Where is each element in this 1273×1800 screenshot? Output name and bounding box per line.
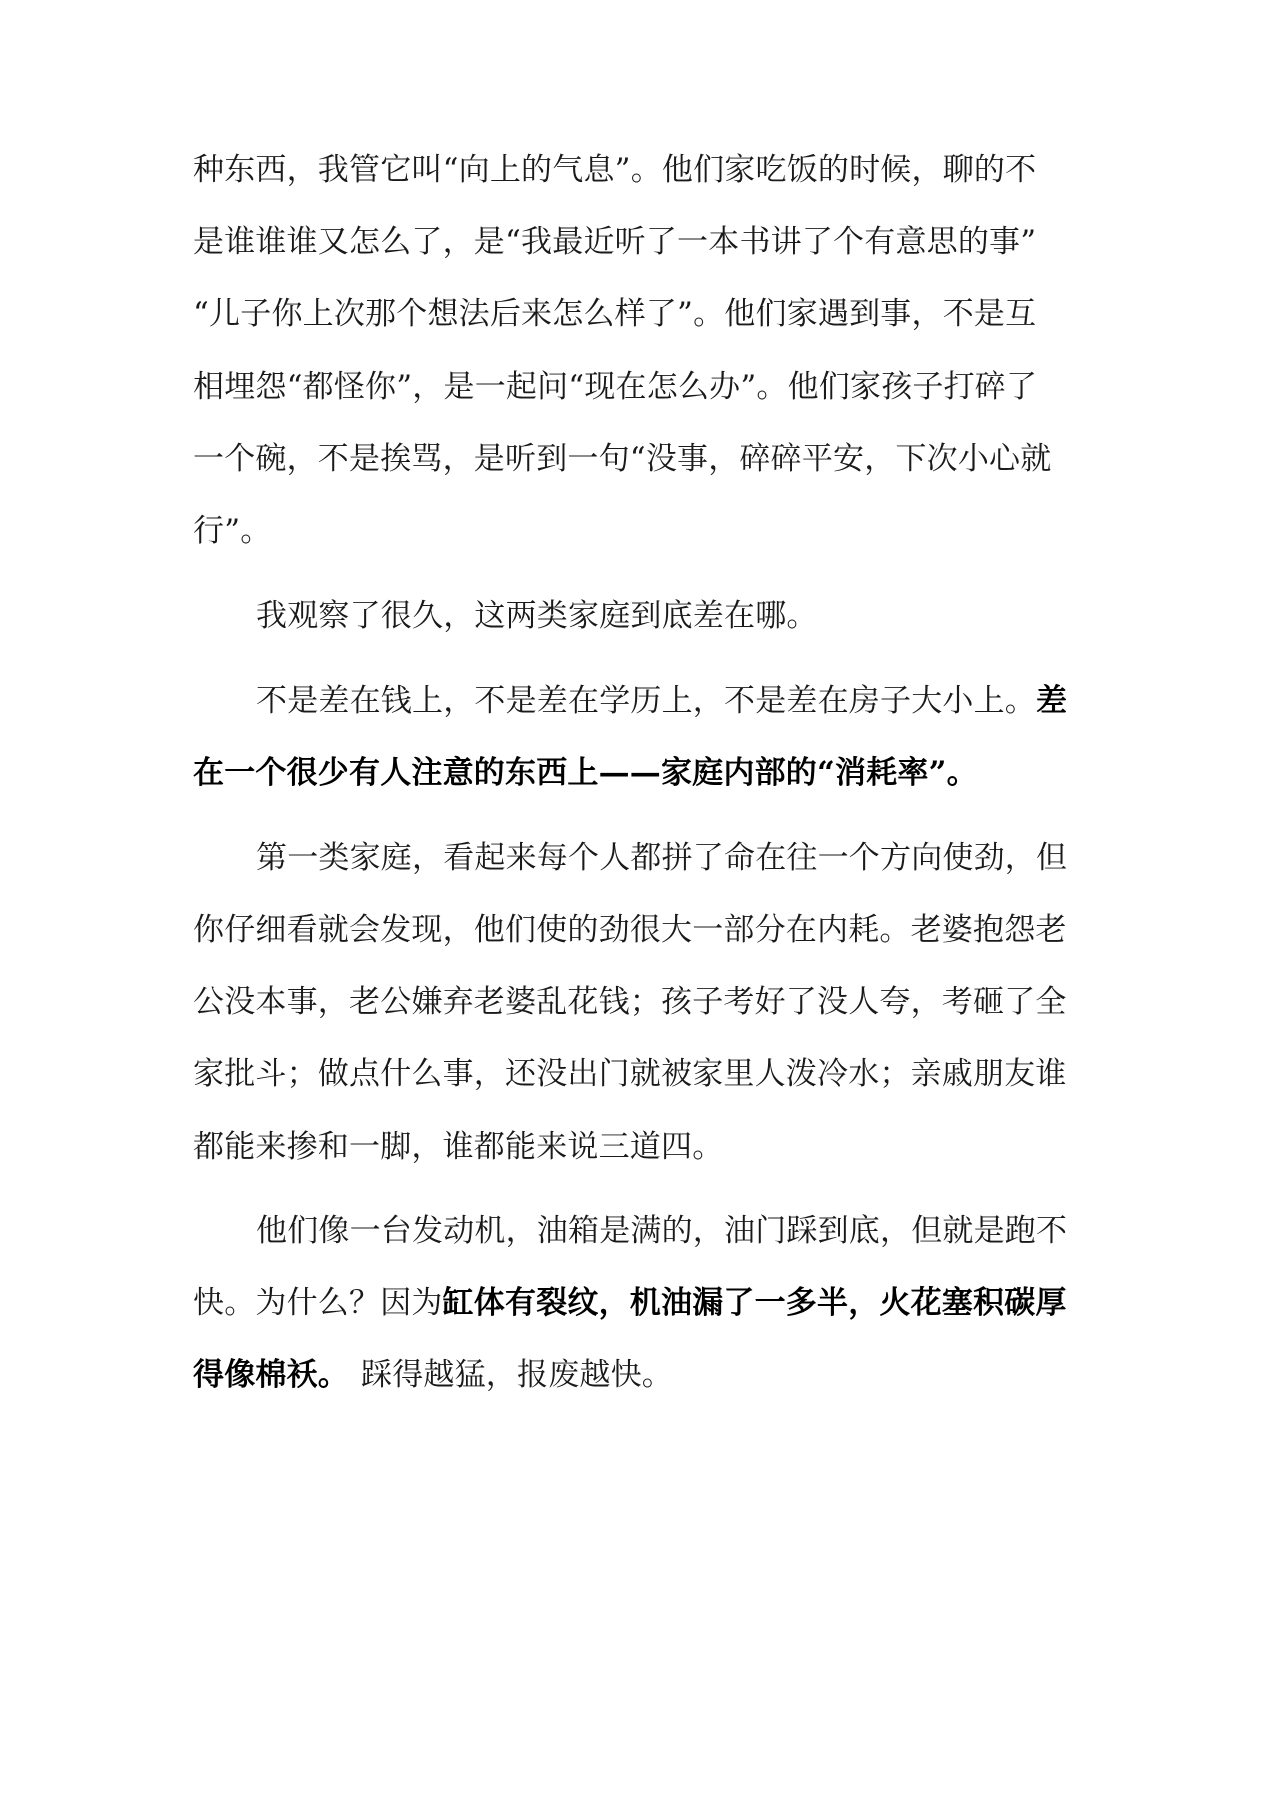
- text-segment: 他们像一台发动机，油箱是满的，油门踩到底，但就是跑不: [256, 1213, 1068, 1249]
- text-line: [193, 1355, 1088, 1395]
- text-line: [193, 1054, 1088, 1094]
- paragraph-line: [256, 596, 1088, 636]
- paragraph-line: [256, 1211, 1088, 1251]
- text-segment: 公没本事，老公嫌弃老婆乱花钱；孩子考好了没人夸，考砸了全: [193, 984, 1067, 1020]
- text-line: [193, 439, 1088, 479]
- text-segment: 第一类家庭，看起来每个人都拼了命在往一个方向使劲，但: [256, 840, 1068, 876]
- text-line: [193, 1127, 1088, 1167]
- bold-text-segment: 在一个很少有人注意的东西上——家庭内部的“消耗率”。: [193, 755, 978, 791]
- text-segment: 一个碗，不是挨骂，是听到一句“没事，碎碎平安，下次小心就: [193, 441, 1052, 477]
- text-line: [193, 511, 1088, 551]
- text-line: [193, 982, 1088, 1022]
- bold-text-segment: 差: [1036, 683, 1068, 719]
- text-segment: 踩得越猛，报废越快。: [361, 1357, 673, 1393]
- text-segment: 快。为什么？因为: [193, 1285, 443, 1321]
- text-segment: “儿子你上次那个想法后来怎么样了”。他们家遇到事，不是互: [193, 296, 1037, 332]
- text-segment: 我观察了很久，这两类家庭到底差在哪。: [256, 598, 818, 634]
- text-segment: 都能来掺和一脚，谁都能来说三道四。: [193, 1129, 724, 1165]
- text-line: [193, 367, 1088, 407]
- text-segment: 是谁谁谁又怎么了，是“我最近听了一本书讲了个有意思的事”: [193, 224, 1037, 260]
- text-line: [193, 1283, 1088, 1323]
- paragraph-line: [256, 681, 1088, 721]
- bold-text-segment: 缸体有裂纹，机油漏了一多半，火花塞积碳厚: [442, 1285, 1067, 1321]
- text-segment: 不是差在钱上，不是差在学历上，不是差在房子大小上。: [256, 683, 1036, 719]
- text-line: [193, 753, 1088, 793]
- bold-text-segment: 得像棉袄。: [193, 1357, 349, 1393]
- text-line: [193, 150, 1088, 190]
- text-segment: 家批斗；做点什么事，还没出门就被家里人泼冷水；亲戚朋友谁: [193, 1056, 1067, 1092]
- text-segment: 你仔细看就会发现，他们使的劲很大一部分在内耗。老婆抱怨老: [193, 912, 1067, 948]
- text-line: [193, 910, 1088, 950]
- text-line: [193, 222, 1088, 262]
- text-segment: 相埋怨“都怪你”，是一起问“现在怎么办”。他们家孩子打碎了: [193, 369, 1038, 405]
- paragraph-line: [256, 838, 1088, 878]
- text-line: [193, 294, 1088, 334]
- text-segment: 种东西，我管它叫“向上的气息”。他们家吃饭的时候，聊的不: [193, 152, 1037, 188]
- text-segment: 行”。: [193, 513, 272, 549]
